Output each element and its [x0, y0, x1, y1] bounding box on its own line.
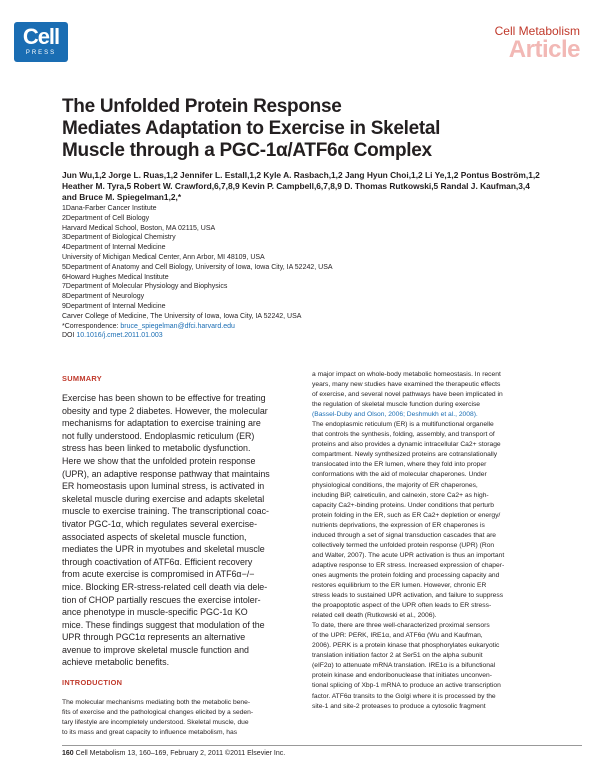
doi-label: DOI: [62, 332, 77, 340]
intro-line: tary lifestyle are incompletely understood. Skeletal muscle, due: [62, 719, 249, 726]
summary-line: through coactivation of ATF6α. Efficient recovery: [62, 556, 253, 567]
body-line: stress leads to sustained UPR activation, and failure to suppress: [312, 592, 504, 600]
affiliation-line: University of Michigan Medical Center, Ann Arbor, MI 48109, USA: [62, 253, 265, 261]
affiliation-line: 4Department of Internal Medicine: [62, 244, 166, 252]
introduction-text: [62, 698, 307, 738]
summary-line: ER homeostasis upon luminal stress, is activated in: [62, 481, 265, 492]
body-line: compartment. Newly synthesized proteins are cotranslationally: [312, 451, 498, 459]
cell-press-logo: [14, 22, 68, 62]
body-line: a major impact on whole-body metabolic homeostasis. In recent: [312, 371, 501, 378]
summary-heading: SUMMARY: [62, 374, 103, 383]
body-line: conformations with the aid of molecular chaperones. Under: [312, 471, 487, 479]
correspondence-email-link[interactable]: bruce_spiegelman@dfci.harvard.edu: [120, 322, 235, 330]
body-line: induced through a set of signal transduction cascades that are: [312, 531, 497, 539]
body-line: that controls the synthesis, folding, assembly, and transport of: [312, 431, 495, 439]
title-line: Mediates Adaptation to Exercise in Skeletal: [62, 118, 441, 139]
summary-line: mechanisms for adaptation to exercise training are: [62, 418, 261, 429]
summary-text: [62, 392, 307, 669]
correspondence-label: *Correspondence:: [62, 322, 121, 330]
body-line: related cell death (Rutkowski et al., 2006).: [312, 612, 437, 620]
affiliation-line: 3Department of Biological Chemistry: [62, 234, 176, 242]
footer-divider: [62, 745, 582, 746]
introduction-heading: INTRODUCTION: [62, 678, 123, 687]
body-line: protein folding in the ER, such as ER Ca2+ depletion or energy/: [312, 511, 501, 519]
summary-line: associated aspects of skeletal muscle function,: [62, 531, 247, 542]
summary-line: skeletal muscle during exercise and adapts skeletal: [62, 493, 265, 504]
affiliation-line: Carver College of Medicine, The University of Iowa, Iowa City, IA 52242, USA: [62, 312, 302, 320]
intro-line: fits of exercise and the pathological changes elicited by a seden-: [62, 709, 254, 716]
logo-word: Cell: [22, 24, 60, 49]
intro-line: to its mass and great capacity to influence metabolism, has: [62, 729, 238, 736]
body-line: factor. ATF6α transits to the Golgi where it is processed by the: [312, 692, 496, 700]
title-line: Muscle through a PGC-1α/ATF6α Complex: [62, 140, 432, 161]
affiliation-line: 1Dana-Farber Cancer Institute: [62, 205, 157, 212]
summary-line: Here we show that the unfolded protein response: [62, 455, 256, 466]
body-line: years, many new studies have examined the therapeutic effects: [312, 381, 501, 389]
title-line: The Unfolded Protein Response: [62, 96, 342, 117]
correspondence: [62, 322, 592, 332]
body-line[interactable]: (Bassel-Duby and Olson, 2006; Deshmukh et al., 2008).: [312, 411, 478, 419]
body-line: restores equilibrium to the ER lumen. However, chronic ER: [312, 581, 487, 589]
summary-line: obesity and type 2 diabetes. However, the molecular: [62, 405, 268, 416]
summary-line: Exercise has been shown to be effective for treating: [62, 393, 266, 403]
body-line: of the UPR: PERK, IRE1α, and ATF6α (Wu and Kaufman,: [312, 632, 483, 640]
summary-line: muscle to exercise training. The transcriptional coac-: [62, 506, 270, 517]
summary-line: (UPR), an adaptive response pathway that maintains: [62, 468, 270, 479]
affiliation-line: 5Department of Anatomy and Cell Biology, University of Iowa, Iowa City, IA 52242, USA: [62, 263, 333, 271]
author-line: Heather M. Tyra,5 Robert W. Crawford,6,7,8,9 Kevin P. Campbell,6,7,8,9 D. Thomas Rutkowski,5 Randal J. Kaufman,3,4: [62, 181, 530, 191]
body-line: nutrients deprivations, the expression of ER chaperones is: [312, 521, 485, 529]
body-line: adaptive response to ER stress. Increased expression of chaper-: [312, 561, 505, 569]
summary-line: stress has been linked to metabolic dysfunction.: [62, 443, 251, 454]
summary-line: mice. These findings suggest that modulation of the: [62, 619, 265, 630]
affiliation-line: 2Department of Cell Biology: [62, 214, 150, 222]
author-line: and Bruce M. Spiegelman1,2,*: [62, 192, 182, 202]
summary-line: tion of CHOP partially rescues the exercise intoler-: [62, 594, 261, 605]
body-line: collectively termed the unfolded protein response (UPR) (Ron: [312, 541, 495, 549]
body-line: (eIF2α) to attenuate mRNA translation. IRE1α is a bifunctional: [312, 662, 496, 670]
body-line: The endoplasmic reticulum (ER) is a multifunctional organelle: [312, 421, 494, 429]
body-line: 2006). PERK is a protein kinase that phosphorylates eukaryotic: [312, 642, 500, 650]
author-list: [62, 170, 592, 203]
summary-line: not fully understood. Endoplasmic reticulum (ER): [62, 430, 255, 441]
body-line: proteins and also provides a dynamic intracellular Ca2+ storage: [312, 441, 501, 449]
summary-line: avenue to improve skeletal muscle function and: [62, 644, 249, 655]
body-line: translocated into the ER lumen, where they fold into proper: [312, 461, 487, 469]
summary-line: mice. Blocking ER-stress-related cell death via dele-: [62, 581, 268, 592]
body-line: translation initiation factor 2 at Ser51 on the alpha subunit: [312, 652, 483, 660]
page-number: 160: [62, 750, 74, 757]
body-line: of exercise, and several novel pathways have been implicated in: [312, 391, 503, 399]
footer-citation: Cell Metabolism 13, 160–169, February 2, 2011 ©2011 Elsevier Inc.: [75, 750, 286, 757]
page-footer: [62, 750, 285, 757]
intro-line: The molecular mechanisms mediating both the metabolic bene-: [62, 699, 251, 706]
body-line: capacity Ca2+-binding proteins. Under conditions that perturb: [312, 501, 494, 509]
summary-line: tivator PGC-1α, which regulates several exercise-: [62, 518, 258, 529]
body-line: the proapoptotic aspect of the UPR often leads to ER stress-: [312, 602, 492, 610]
journal-name: Cell Metabolism: [494, 24, 580, 38]
affiliation-line: 6Howard Hughes Medical Institute: [62, 273, 169, 281]
body-line: tional splicing of Xbp-1 mRNA to produce an active transcription: [312, 682, 501, 690]
body-line: including BiP, calreticulin, and calnexin, store Ca2+ as high-: [312, 491, 489, 499]
summary-line: achieve metabolic benefits.: [62, 657, 170, 668]
affiliation-line: 8Department of Neurology: [62, 293, 145, 301]
body-line: protein kinase and endoribonuclease that initiates unconven-: [312, 672, 492, 680]
affiliation-list: [62, 204, 592, 341]
author-line: Jun Wu,1,2 Jorge L. Ruas,1,2 Jennifer L. Estall,1,2 Kyle A. Rasbach,1,2 Jang Hyun Choi,1,2 Li Ye,1,2 Pontus Boström,1,2: [62, 170, 540, 180]
body-line: ones augments the protein folding and processing capacity and: [312, 571, 500, 579]
summary-line: ance phenotype in muscle-specific PGC-1α KO: [62, 607, 248, 618]
logo-press: PRESS: [25, 50, 57, 56]
body-line: the regulation of skeletal muscle function during exercise: [312, 401, 481, 409]
article-type: Article: [508, 36, 580, 63]
article-title: [62, 96, 582, 162]
body-line: physiological conditions, the majority of ER chaperones,: [312, 481, 478, 489]
right-column-text: [312, 370, 590, 712]
body-line: To date, there are three well-characterized proximal sensors: [312, 622, 490, 630]
affiliation-line: 7Department of Molecular Physiology and Biophysics: [62, 283, 228, 291]
summary-line: from acute exercise is compromised in ATF6α−/−: [62, 569, 255, 580]
doi: [62, 331, 592, 341]
affiliation-line: Harvard Medical School, Boston, MA 02115, USA: [62, 224, 216, 232]
body-line: and Walter, 2007). The acute UPR activation is thus an important: [312, 551, 505, 559]
doi-link[interactable]: 10.1016/j.cmet.2011.01.003: [76, 332, 163, 340]
affiliation-line: 9Department of Internal Medicine: [62, 302, 166, 310]
body-line: site-1 and site-2 proteases to produce a cytosolic fragment: [312, 702, 486, 710]
summary-line: mediates the UPR in myotubes and skeletal muscle: [62, 544, 265, 555]
summary-line: UPR through PGC1α represents an alternative: [62, 632, 246, 643]
